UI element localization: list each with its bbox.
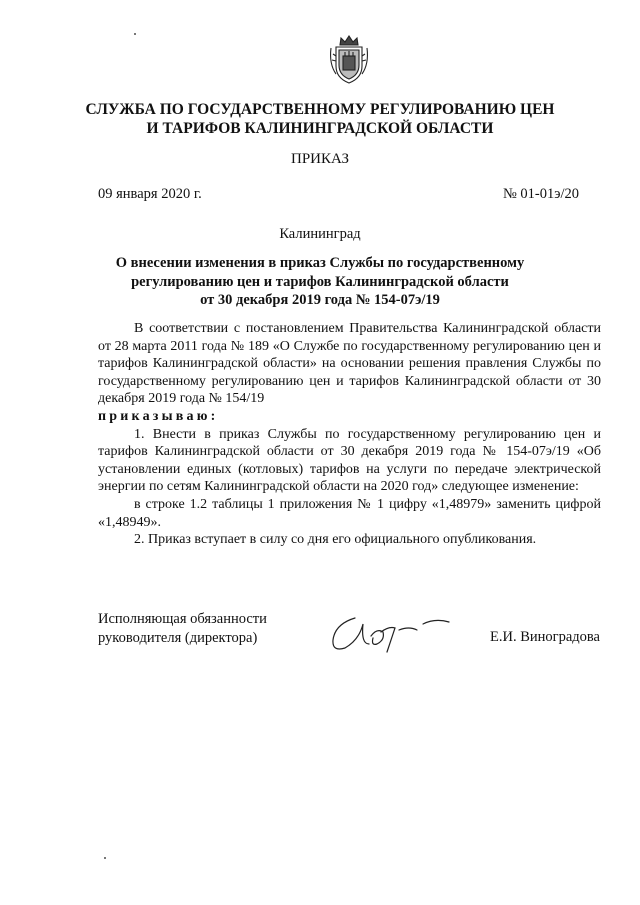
subject-line-3: от 30 декабря 2019 года № 154-07э/19 (200, 292, 440, 308)
coat-of-arms-icon (327, 34, 371, 86)
position-line-1: Исполняющая обязанности (98, 611, 267, 627)
handwritten-signature (325, 610, 455, 660)
orders-word: приказываю: (98, 408, 219, 424)
position-line-2: руководителя (директора) (98, 630, 258, 646)
org-line-1: СЛУЖБА ПО ГОСУДАРСТВЕННОМУ РЕГУЛИРОВАНИЮ ЦЕН (85, 101, 555, 118)
item-1-paragraph: 1. Внести в приказ Службы по государственному регулированию цен и тарифов Калининградской области от 30 декабря 2019 года № 154-07э/19 «Об установлении единых (котловых) тарифов на услуги по передаче электрической энергии по сетям Калининградской области на 2020 год» следующее изменение: (98, 426, 601, 495)
subject-line-1: О внесении изменения в приказ Службы по государственному (115, 255, 525, 271)
signer-position (98, 610, 267, 648)
document-date: 09 января 2020 г. (98, 186, 202, 202)
signer-name: Е.И. Виноградова (490, 629, 600, 645)
org-line-2: И ТАРИФОВ КАЛИНИНГРАДСКОЙ ОБЛАСТИ (146, 120, 494, 137)
document-type: ПРИКАЗ (291, 151, 349, 167)
organization-name (60, 100, 580, 138)
item-2-paragraph: 2. Приказ вступает в силу со дня его официального опубликования. (134, 532, 537, 548)
scan-dot (104, 857, 106, 859)
document-body (98, 320, 601, 549)
document-subject (110, 254, 530, 310)
preamble-paragraph: В соответствии с постановлением Правительства Калининградской области от 28 марта 2011 года № 189 «О Службе по государственному регулированию цен и тарифов Калининградской области» на основании решения правления Службы по государственному регулированию цен и тарифов Калининградской области от 30 декабря 2019 года № 154/19 (98, 321, 601, 407)
document-number: № 01-01э/20 (502, 186, 579, 202)
document-city: Калининград (279, 226, 361, 242)
subject-line-2: регулированию цен и тарифов Калининградской области (131, 273, 509, 290)
item-1-detail-paragraph: в строке 1.2 таблицы 1 приложения № 1 цифру «1,48979» заменить цифрой «1,48949». (98, 496, 601, 530)
scan-dot (134, 33, 136, 35)
